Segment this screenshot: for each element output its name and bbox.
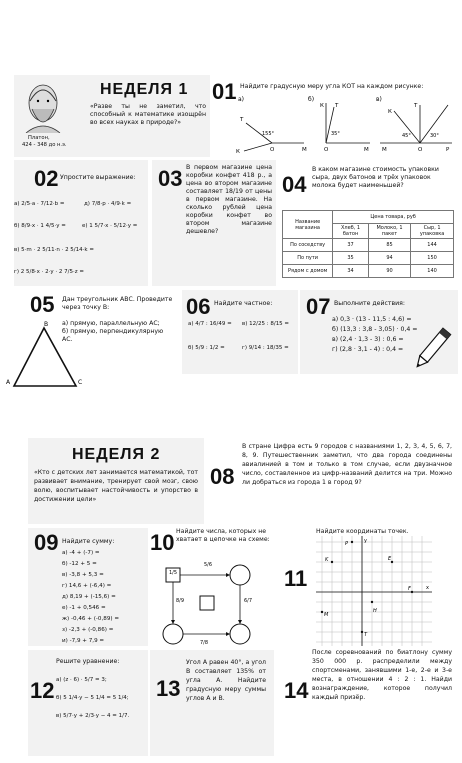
task-02-item-g: г) 2 5/8·x · 2·y · 2 7/5·z = [14,269,84,275]
task-07-item-g: г) (2,8 · 3,1 - 4) : 0,4 = [332,346,404,353]
task-03-card [152,160,276,286]
week1-title: НЕДЕЛЯ 1 [100,81,189,98]
task-05-item-b: б) прямую, перпендикулярную АС. [62,328,164,343]
task-09-list [62,548,119,646]
svg-text:О: О [324,147,329,153]
table-col-header: Молоко, 1 пакет [368,224,410,239]
task-10-chain-diagram [154,550,274,646]
table-corner: Название магазина [283,211,333,239]
plato-portrait-icon [20,79,66,133]
svg-text:7/8: 7/8 [200,640,209,646]
svg-text:М: М [382,147,387,153]
svg-text:К: К [320,103,324,109]
list-item: б) -12 + 5 = [62,561,97,567]
task-10-card [150,528,274,646]
task-13-text: Угол А равен 40°, а угол В составляет 135% от угла А. Найдите градусную меру суммы углов А и В. [186,659,266,702]
task-01-text: Найдите градусную меру угла КОТ на каждом рисунке: [240,83,424,90]
week1-header-card [14,75,210,157]
task-02-card [14,160,148,286]
svg-text:x: x [426,585,429,591]
list-item: з) -2,3 + (-0,86) = [62,627,114,633]
task-09-number: 09 [34,530,59,555]
task-05-card [0,290,180,390]
fig-b-label: б) [308,96,315,103]
task-06-item-b: б) 5/9 : 1/2 = [188,345,225,351]
task-07-item-a: а) 0,3 · (13 - 11,5 : 4,6) = [332,316,412,323]
svg-text:К: К [236,149,240,153]
task-06-card [182,290,298,374]
task-03-number: 03 [158,166,183,191]
week2-title: НЕДЕЛЯ 2 [72,446,161,463]
task-07-text: Выполните действия: [334,300,405,307]
week1-quote: «Разве ты не заметил, что способный к математике изощрён во всех науках в природе?» [90,103,206,126]
triangle-abc [4,320,84,390]
task-06-item-v: в) 12/25 : 8/15 = [242,321,290,327]
week2-header-card [28,438,204,524]
svg-text:1/5: 1/5 [169,570,178,576]
task-09-card [28,528,148,646]
svg-text:Т: Т [240,117,244,123]
fig-a-angle: 155° [262,131,275,137]
task-11-text: Найдите координаты точек. [316,528,409,535]
task-06-item-a: а) 4/7 : 16/49 = [188,321,232,327]
list-item: ж) -0,46 + (-0,89) = [62,616,120,622]
fig-b-angle: 35° [331,131,340,137]
task-06-item-g: г) 9/14 : 18/35 = [242,345,289,351]
task-02-item-e: е) 1 5/7·x · 5/12·y = [82,223,138,229]
fig-c-label: в) [376,96,382,103]
task-12-card [28,650,148,756]
task-03-text: В первом магазине цена коробки конфет 418 р., а цена во втором магазине составляет 18/19 от цены в первом магазине. На сколько рублей цена коробки конфет во втором магазине дешевле? [186,164,272,235]
list-item: е) -1 + 0,546 = [62,605,106,611]
task-05-text: Дан треугольник АВС. Проведите через точку В: [62,296,173,311]
table-col-header: Сыр, 1 упаковка [411,224,454,239]
list-item: д) 8,19 + (-15,6) = [62,594,116,600]
svg-text:T: T [364,632,368,638]
list-item: в) -3,8 + 5,3 = [62,572,104,578]
fig-a-label: а) [238,96,245,103]
svg-text:8/9: 8/9 [176,598,185,604]
svg-text:F: F [408,586,411,592]
task-04-text: В каком магазине стоимость упаковки сыра, двух батонов и трёх упаковок молока будет наименьшей? [312,166,439,189]
table-row: Рядом с домом 34 90 140 [283,265,454,278]
task-02-number: 02 [34,166,59,191]
task-04-number: 04 [282,172,307,197]
task-01-card [210,75,458,157]
svg-text:C: C [78,379,83,386]
fig-c-angle2: 30° [430,133,439,139]
task-12-number: 12 [30,678,55,703]
task-12-item-a: а) (z · 6) · 5/7 = 3; [56,677,107,683]
task-14-card [276,648,458,756]
table-row: По пути 35 94 150 [283,252,454,265]
table-row: По соседству 37 85 144 [283,239,454,252]
task-04-price-table [282,210,454,278]
list-item: г) 14,6 + (-6,4) = [62,583,112,589]
plato-name: Платон, [28,135,50,141]
svg-text:О: О [418,147,423,153]
task-07-item-b: б) (13,3 : 3,8 - 3,05) · 0,4 = [332,326,418,333]
task-06-number: 06 [186,294,211,319]
task-02-item-a: а) 2/5·a · 7/12·b = [14,201,65,207]
task-07-number: 07 [306,294,331,319]
task-02-item-b: б) 8/9·x · 1 4/5·y = [14,223,66,229]
svg-text:y: y [364,538,367,544]
task-11-card [276,528,458,646]
task-10-number: 10 [150,530,175,555]
list-item: и) -7,9 + 7,9 = [62,638,105,644]
task-07-card [300,290,458,374]
svg-text:М: М [302,147,307,153]
svg-text:О: О [270,147,275,153]
task-02-text: Упростите выражение: [60,174,136,181]
task-07-item-v: в) (2,4 · 1,3 - 3) : 0,6 = [332,336,404,343]
svg-text:P: P [345,541,349,547]
task-12-item-v: в) 5/7·y + 2/3·y − 4 = 1/7. [56,713,130,719]
week2-quote: «Кто с детских лет занимается математикой, тот развивает внимание, тренирует свой мозг, свою волю, воспитывает настойчивость и упорство в достижении цели» [34,469,198,503]
task-08-card [206,438,458,524]
task-11-number: 11 [284,566,308,591]
task-08-text: В стране Цифра есть 9 городов с названиями 1, 2, 3, 4, 5, 6, 7, 8, 9. Путешественник заметил, что два города соединены авиалинией в том и только в том случае, если двузначное число, составленное из цифр-названий делится на три. Можно ли добраться из города 1 в город 9? [242,443,452,486]
task-02-item-v: в) 5·m · 2 5/11·n · 2 5/14·k = [14,247,94,253]
task-09-text: Найдите сумму: [62,538,115,545]
task-14-text: После соревнований по биатлону сумму 350 000 р. распределили между спортсменами, занявшими 1-е, 2-е и 3-е места, в отношении 4 : 2 : 1. Найди вознаграждение, которое получил каждый призёр. [312,649,452,701]
task-10-text: Найдите числа, которых не хватает в цепочке на схеме: [176,528,270,543]
coordinate-grid [316,536,432,646]
svg-text:К: К [388,109,392,115]
table-group-header: Цена товара, руб [333,211,454,224]
svg-text:Т: Т [335,103,339,109]
task-01-number: 01 [212,79,237,104]
svg-text:H: H [373,608,377,614]
fig-c-angle1: 45° [402,133,411,139]
svg-text:M: M [324,612,329,618]
list-item: а) -4 + (-7) = [62,550,100,556]
svg-text:B: B [44,321,49,328]
svg-text:М: М [364,147,369,153]
task-13-card [150,650,274,756]
task-14-number: 14 [284,678,309,703]
plato-years: 424 - 348 до н.э. [22,142,67,148]
task-08-number: 08 [210,464,235,489]
task-13-number: 13 [156,676,181,701]
pencil-icon [412,324,452,374]
task-05-number: 05 [30,292,55,317]
svg-text:E: E [388,556,392,562]
svg-text:K: K [325,557,329,563]
task-01-figures [234,93,454,153]
task-12-text: Решите уравнение: [56,658,120,665]
task-12-item-b: б) 5 1/4·y − 5 1/4 = 5 1/4; [56,695,129,701]
task-04-card [278,160,458,286]
svg-text:Т: Т [414,103,418,109]
svg-text:A: A [6,379,11,386]
task-02-item-d: д) 7/8·p · 4/9·k = [84,201,132,207]
task-05-item-a: а) прямую, параллельную АС; [62,320,160,327]
table-col-header: Хлеб, 1 батон [333,224,369,239]
svg-text:5/6: 5/6 [204,562,213,568]
svg-text:6/7: 6/7 [244,598,253,604]
task-06-text: Найдите частное: [214,300,273,307]
svg-text:Р: Р [446,147,450,153]
